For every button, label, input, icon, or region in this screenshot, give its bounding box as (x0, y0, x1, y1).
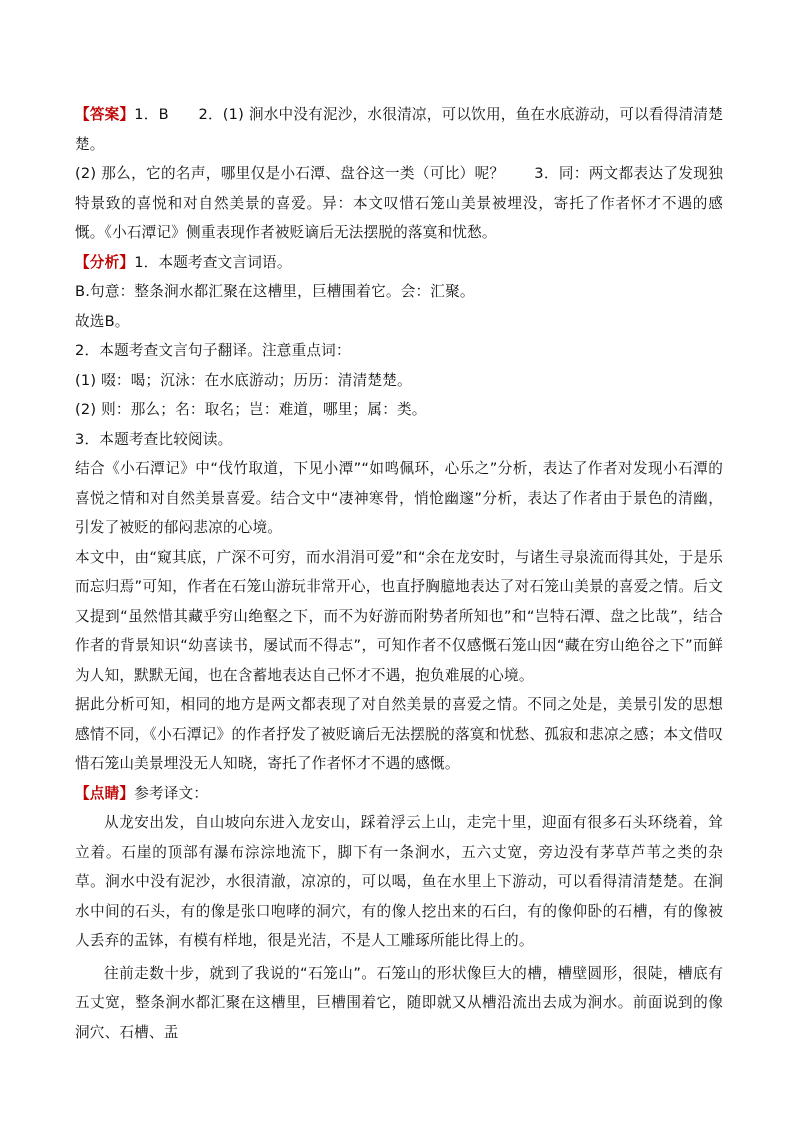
analysis-text-1: 1．本题考查文言词语。 (134, 253, 292, 271)
analysis-paragraph-8: 结合《小石潭记》中“伐竹取道，下见小潭”“如鸣佩环，心乐之”分析，表达了作者对发现小石潭的喜悦之情和对自然美景喜爱。结合文中“凄神寒骨，悄怆幽邃”分析，表达了作者由于景色的清幽，引发了被贬的郁闷悲凉的心境。 (75, 460, 723, 536)
analysis-paragraph-1 (75, 248, 723, 278)
analysis-line-6: (2) 则：那么；名：取名；岂：难道，哪里；属：类。 (75, 401, 427, 418)
comment-paragraph-1 (75, 779, 723, 809)
translation-paragraph-1: 从龙安出发，自山坡向东进入龙安山，踩着浮云上山，走完十里，迎面有很多石头环绕着，耸立着。石崖的顶部有瀑布淙淙地流下，脚下有一条涧水，五六丈宽，旁边没有茅草芦苇之类的杂草。涧水中没有泥沙，水很清澈，凉凉的，可以喝，鱼在水里上下游动，可以看得清清楚楚。在涧水中间的石头，有的像是张口咆哮的洞穴，有的像人挖出来的石臼，有的像仰卧的石槽，有的像被人丢弃的盂钵，有模有样地，很是光洁，不是人工雕琢所能比得上的。 (75, 814, 723, 949)
answer-tag: 【答案】 (75, 106, 135, 123)
analysis-line-4: 2．本题考查文言句子翻译。注意重点词： (75, 342, 351, 359)
answer-text-1: 1．B 2．(1) 涧水中没有泥沙，水很清凉，可以饮用，鱼在水底游动，可以看得清清楚楚。 (75, 106, 723, 153)
translation-paragraph-2: 往前走数十步，就到了我说的“石笼山”。石笼山的形状像巨大的槽，槽壁圆形，很陡，槽底有五丈宽，整条涧水都汇聚在这槽里，巨槽围着它，随即就又从槽沿流出去成为涧水。前面说到的像洞穴、石槽、盂 (75, 964, 723, 1041)
analysis-line-2: B.句意：整条涧水都汇聚在这槽里，巨槽围着它。会：汇聚。 (75, 283, 475, 300)
document-page (75, 100, 723, 1047)
comment-text-1: 参考译文： (134, 784, 209, 802)
answer-paragraph-1 (75, 100, 723, 159)
analysis-tag: 【分析】 (75, 253, 135, 271)
comment-tag: 【点睛】 (75, 784, 135, 802)
analysis-line-7: 3．本题考查比较阅读。 (75, 430, 233, 448)
analysis-line-5: (1) 啜：喝；沉泳：在水底游动；历历：清清楚楚。 (75, 371, 412, 389)
analysis-paragraph-10: 据此分析可知，相同的地方是两文都表现了对自然美景的喜爱之情。不同之处是，美景引发的思想感情不同，《小石潭记》的作者抒发了被贬谪后无法摆脱的落寞和忧愁、孤寂和悲凉之感；本文借叹惜石笼山美景埋没无人知晓，寄托了作者怀才不遇的感慨。 (75, 696, 723, 772)
analysis-paragraph-9: 本文中，由“窥其底，广深不可穷，而水涓涓可爱”和“余在龙安时，与诸生寻泉流而得其处，于是乐而忘归焉”可知，作者在石笼山游玩非常开心，也直抒胸臆地表达了对石笼山美景的喜爱之情。后文又提到“虽然惜其藏乎穷山绝壑之下，而不为好游而附势者所知也”和“岂特石潭、盘之比哉”，结合作者的背景知识“幼喜读书，屡试而不得志”，可知作者不仅感慨石笼山因“藏在穷山绝谷之下”而鲜为人知，默默无闻，也在含蓄地表达自己怀才不遇，抱负难展的心境。 (75, 548, 723, 684)
analysis-line-3: 故选B。 (75, 312, 130, 330)
answer-paragraph-2: (2) 那么，它的名声，哪里仅是小石潭、盘谷这一类（可比）呢？ 3．同：两文都表达了发现独特景致的喜悦和对自然美景的喜爱。异：本文叹惜石笼山美景被埋没，寄托了作者怀才不遇的感慨。《小石潭记》侧重表现作者被贬谪后无法摆脱的落寞和忧愁。 (75, 165, 723, 241)
